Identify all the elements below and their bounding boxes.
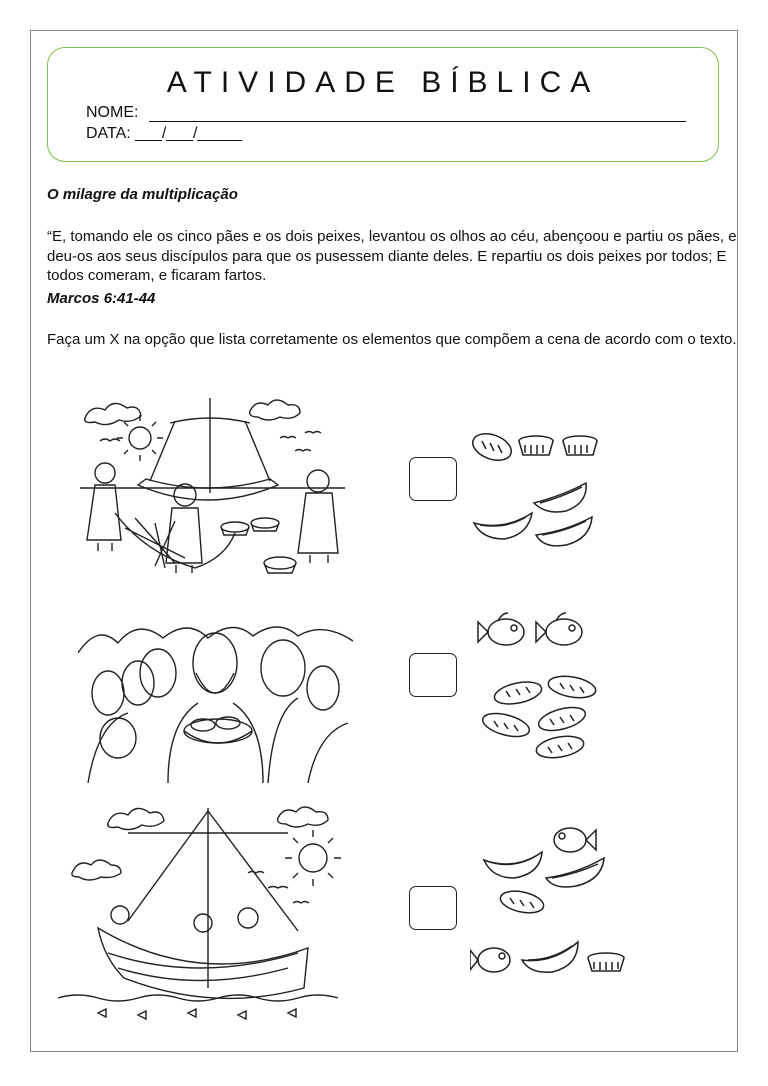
fish-icon [478, 613, 524, 645]
bowl-icon [588, 953, 624, 971]
bible-reference: Marcos 6:41-44 [47, 290, 156, 307]
bread-icon [492, 678, 543, 708]
bread-icon [536, 703, 588, 735]
option-2-items [476, 607, 606, 767]
option-3-checkbox[interactable] [409, 886, 457, 930]
fish-icon [536, 613, 582, 645]
bowl-icon [519, 436, 553, 455]
bread-icon [547, 673, 598, 701]
fishermen-by-boat-scene [80, 393, 345, 583]
disciples-in-boat-scene [58, 803, 363, 1028]
watermelon-slice-icon [474, 513, 532, 539]
bowl-icon [563, 436, 597, 455]
bread-icon [535, 733, 586, 761]
page-title: ATIVIDADE BÍBLICA [166, 66, 600, 99]
bread-icon [480, 709, 532, 741]
watermelon-slice-icon [546, 858, 604, 887]
watermelon-slice-icon [534, 483, 586, 512]
bread-icon [469, 429, 515, 465]
option-1-items [468, 425, 598, 565]
option-1-checkbox[interactable] [409, 457, 457, 501]
section-title: O milagre da multiplicação [47, 186, 238, 203]
header-box [47, 47, 719, 162]
watermelon-slice-icon [484, 852, 542, 878]
instruction-text: Faça um X na opção que lista corretamente os elementos que compõem a cena de acordo com o texto. [47, 331, 737, 348]
watermelon-slice-icon [522, 942, 578, 972]
watermelon-slice-icon [536, 517, 592, 546]
option-3-items [470, 820, 630, 990]
fish-icon [554, 828, 596, 852]
name-label: NOME: [86, 104, 139, 121]
option-2-checkbox[interactable] [409, 653, 457, 697]
bread-icon [498, 888, 545, 917]
date-field[interactable]: DATA: ___/___/_____ [86, 125, 242, 142]
jesus-with-crowd-scene [78, 613, 353, 783]
fish-icon [470, 948, 510, 972]
name-field[interactable] [149, 121, 686, 122]
bible-quote: “E, tomando ele os cinco pães e os dois peixes, levantou os olhos ao céu, abençoou e partiu os pães, e deu-os aos seus discípulos para que os pusessem diante deles. E repartiu os dois peixes por todos; E todos comeram, e ficaram fartos. [47, 228, 737, 284]
